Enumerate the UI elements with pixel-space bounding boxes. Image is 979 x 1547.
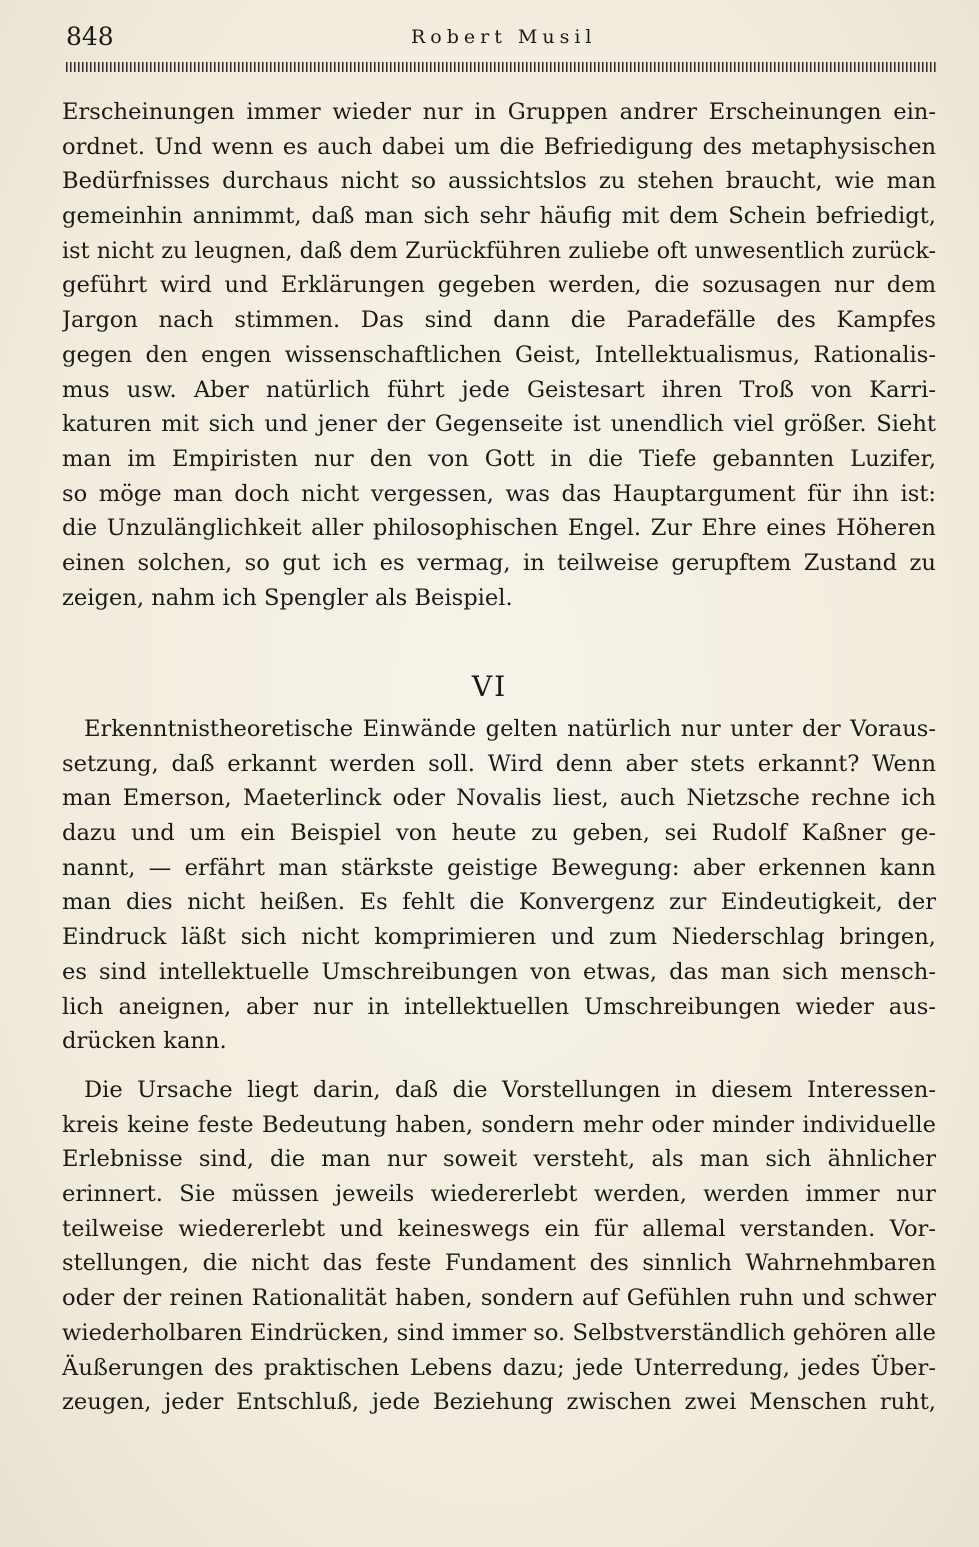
paragraph-3 — [62, 1073, 936, 1420]
text-line: drücken kann. — [62, 1028, 227, 1055]
text-line: gemeinhin annimmt, daß man sich sehr häufig mit dem Schein befriedigt, — [62, 203, 936, 230]
text-line: setzung, daß erkannt werden soll. Wird denn aber stets erkannt? Wenn — [62, 750, 936, 777]
text-line: ordnet. Und wenn es auch dabei um die Befriedigung des metaphysischen — [62, 133, 936, 160]
text-line: einen solchen, so gut ich es vermag, in teilweise gerupftem Zustand zu — [62, 549, 936, 576]
page-number: 848 — [66, 22, 114, 51]
text-line: man im Empiristen nur den von Gott in die Tiefe gebannten Luzifer, — [62, 445, 936, 472]
text-line: Jargon nach stimmen. Das sind dann die Paradefälle des Kampfes — [62, 307, 936, 334]
text-line: ist nicht zu leugnen, daß dem Zurückführen zuliebe oft unwesentlich zurück- — [62, 237, 936, 264]
text-line: es sind intellektuelle Umschreibungen von etwas, das man sich mensch- — [62, 958, 936, 985]
text-line: Erkenntnistheoretische Einwände gelten natürlich nur unter der Voraus- — [84, 716, 936, 742]
text-line: lich aneignen, aber nur in intellektuellen Umschreibungen wieder aus- — [62, 993, 936, 1020]
text-line: Erlebnisse sind, die man nur soweit versteht, als man sich ähnlicher — [62, 1146, 936, 1173]
text-line: man dies nicht heißen. Es fehlt die Konvergenz zur Eindeutigkeit, der — [62, 889, 936, 916]
text-line: kreis keine feste Bedeutung haben, sondern mehr oder minder individuelle — [62, 1111, 936, 1138]
section-heading: VI — [471, 670, 508, 703]
text-line: nannt, — erfährt man stärkste geistige Bewegung: aber erkennen kann — [62, 854, 936, 881]
text-line: zeugen, jeder Entschluß, jede Beziehung zwischen zwei Menschen ruht, — [62, 1389, 936, 1416]
text-line: stellungen, die nicht das feste Fundament des sinnlich Wahrnehmbaren — [62, 1250, 936, 1277]
text-line: Erscheinungen immer wieder nur in Gruppen andrer Erscheinungen ein- — [62, 99, 936, 125]
text-line: dazu und um ein Beispiel von heute zu geben, sei Rudolf Kaßner ge- — [62, 820, 936, 847]
text-line: teilweise wiedererlebt und keineswegs ein für allemal verstanden. Vor- — [62, 1215, 936, 1242]
text-line: wiederholbaren Eindrücken, sind immer so. Selbstverständlich gehören alle — [62, 1319, 936, 1346]
text-line: man Emerson, Maeterlinck oder Novalis liest, auch Nietzsche rechne ich — [62, 785, 936, 812]
page-header — [66, 22, 938, 62]
text-line: so möge man doch nicht vergessen, was das Hauptargument für ihn ist: — [62, 480, 936, 507]
running-head: Robert Musil — [411, 26, 597, 48]
text-line: die Unzulänglichkeit aller philosophischen Engel. Zur Ehre eines Höheren — [62, 515, 936, 542]
text-line: Bedürfnisses durchaus nicht so aussichtslos zu stehen braucht, wie man — [62, 168, 936, 195]
text-line: katuren mit sich und jener der Gegenseite ist unendlich viel größer. Sieht — [62, 411, 936, 438]
text-line: mus usw. Aber natürlich führt jede Geistesart ihren Troß von Karri- — [62, 376, 936, 403]
text-line: Äußerungen des praktischen Lebens dazu; jede Unterredung, jedes Über- — [62, 1354, 936, 1381]
paragraph-2 — [62, 712, 936, 1059]
paragraph-1 — [62, 95, 936, 615]
text-line: gegen den engen wissenschaftlichen Geist, Intellektualismus, Rationalis- — [62, 341, 936, 368]
header-rule — [66, 62, 938, 72]
text-line: zeigen, nahm ich Spengler als Beispiel. — [62, 584, 513, 611]
text-line: Eindruck läßt sich nicht komprimieren und zum Niederschlag bringen, — [62, 924, 936, 951]
text-line: Die Ursache liegt darin, daß die Vorstellungen in diesem Interessen- — [84, 1077, 936, 1103]
text-line: oder der reinen Rationalität haben, sondern auf Gefühlen ruhn und schwer — [62, 1285, 936, 1312]
text-line: erinnert. Sie müssen jeweils wiedererlebt werden, werden immer nur — [62, 1181, 936, 1208]
text-line: geführt wird und Erklärungen gegeben werden, die sozusagen nur dem — [62, 272, 936, 299]
